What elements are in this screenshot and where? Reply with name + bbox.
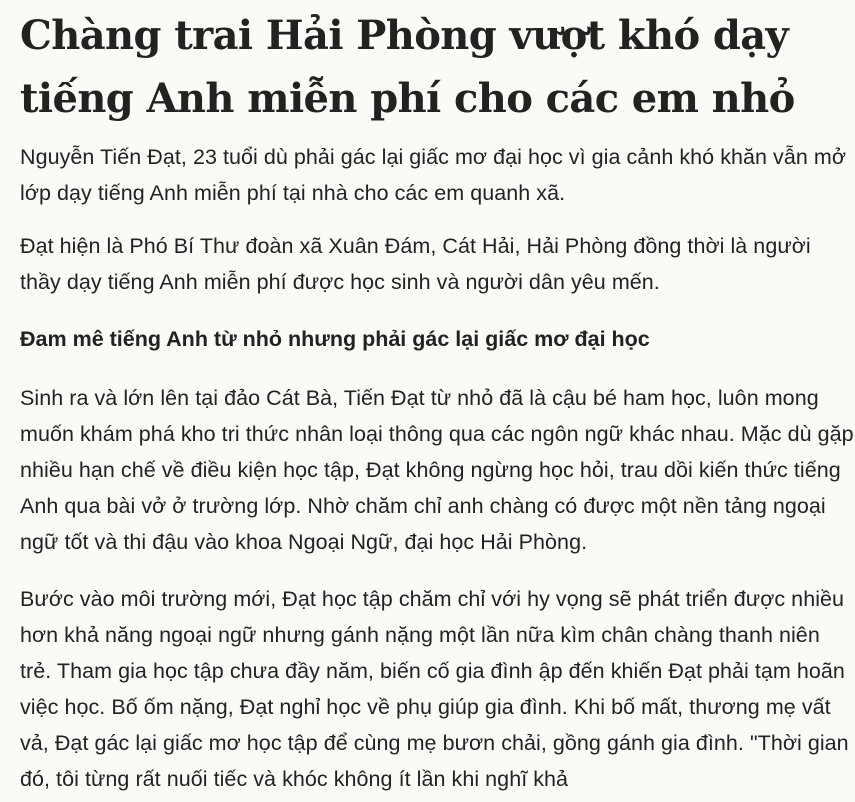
section-heading: Đam mê tiếng Anh từ nhỏ nhưng phải gác lại giấc mơ đại học (20, 327, 650, 351)
article-lead-paragraph: Nguyễn Tiến Đạt, 23 tuổi dù phải gác lại giấc mơ đại học vì gia cảnh khó khăn vẫn mở lớp dạy tiếng Anh miễn phí tại nhà cho các em quanh xã. (20, 145, 846, 205)
article-paragraph: Bước vào môi trường mới, Đạt học tập chăm chỉ với hy vọng sẽ phát triển được nhiều hơn khả năng ngoại ngữ nhưng gánh nặng một lần nữa kìm chân chàng thanh niên trẻ. Tham gia học tập chưa đầy năm, biến cố gia đình ập đến khiến Đạt phải tạm hoãn việc học. Bố ốm nặng, Đạt nghỉ học về phụ giúp gia đình. Khi bố mất, thương mẹ vất vả, Đạt gác lại giấc mơ học tập để cùng mẹ bươn chải, gồng gánh gia đình. "Thời gian đó, tôi từng rất nuối tiếc và khóc không ít lần khi nghĩ khả (20, 587, 849, 791)
article-title: Chàng trai Hải Phòng vượt khó dạy tiếng Anh miễn phí cho các em nhỏ (20, 12, 795, 122)
article-paragraph: Sinh ra và lớn lên tại đảo Cát Bà, Tiến Đạt từ nhỏ đã là cậu bé ham học, luôn mong muốn khám phá kho tri thức nhân loại thông qua các ngôn ngữ khác nhau. Mặc dù gặp nhiều hạn chế về điều kiện học tập, Đạt không ngừng học hỏi, trau dồi kiến thức tiếng Anh qua bài vở ở trường lớp. Nhờ chăm chỉ anh chàng có được một nền tảng ngoại ngữ tốt và thi đậu vào khoa Ngoại Ngữ, đại học Hải Phòng. (20, 386, 854, 554)
article-paragraph: Đạt hiện là Phó Bí Thư đoàn xã Xuân Đám, Cát Hải, Hải Phòng đồng thời là người thầy dạy tiếng Anh miễn phí được học sinh và người dân yêu mến. (20, 234, 811, 294)
article (20, 0, 855, 797)
